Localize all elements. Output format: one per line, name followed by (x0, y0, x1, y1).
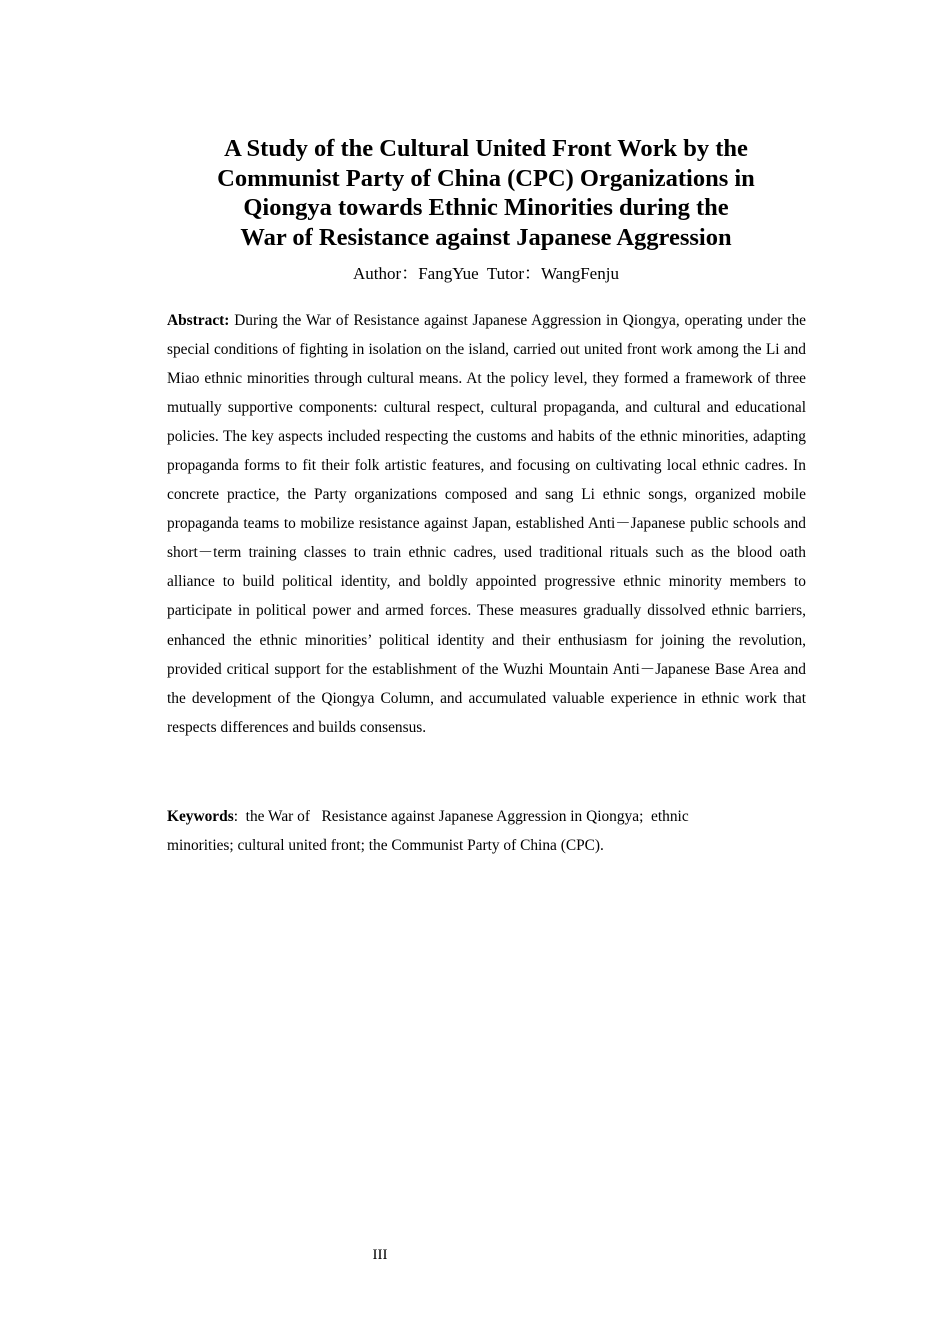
title-line-1: A Study of the Cultural United Front Work by the (224, 135, 748, 162)
paper-title (160, 134, 812, 252)
keywords-line-1 (167, 802, 806, 831)
title-line-3: Qiongya towards Ethnic Minorities during the (243, 194, 729, 221)
abstract-label: Abstract: (167, 312, 230, 329)
keywords-paragraph (167, 802, 806, 860)
keywords-line-2: minorities; cultural united front; the Communist Party of China (CPC). (167, 837, 604, 854)
author-tutor-line: Author：FangYue Tutor：WangFenju (353, 264, 619, 283)
page-number: III (372, 1247, 388, 1263)
keywords-text-1: : the War of Resistance against Japanese Aggression in Qiongya; ethnic (233, 808, 689, 825)
abstract-paragraph (167, 306, 806, 742)
title-line-2: Communist Party of China (CPC) Organizations in (217, 164, 755, 192)
abstract-text: During the War of Resistance against Japanese Aggression in Qiongya, operating under the special conditions of fighting in isolation on the island, carried out united front work among the Li and Miao ethnic minorities through cultural means. At the policy level, they formed a framework of three mutually supportive components: cultural respect, cultural propaganda, and cultural and educational policies. The key aspects included respecting the customs and habits of the ethnic minorities, adapting propaganda forms to fit their folk artistic features, and focusing on cultivating local ethnic cadres. In concrete practice, the Party organizations composed and sang Li ethnic songs, organized mobile propaganda teams to mobilize resistance against Japan, established Anti－Japanese public schools and short－term training classes to train ethnic cadres, used traditional rituals such as the blood oath alliance to build political identity, and boldly appointed progressive ethnic minority members to participate in political power and armed forces. These measures gradually dissolved ethnic barriers, enhanced the ethnic minorities’ political identity and their enthusiasm for joining the revolution, provided critical support for the establishment of the Wuzhi Mountain Anti－Japanese Base Area and the development of the Qiongya Column, and accumulated valuable experience in ethnic work that respects differences and builds consensus. (167, 312, 806, 736)
keywords-label: Keywords (167, 808, 234, 825)
title-line-4: War of Resistance against Japanese Aggression (240, 223, 732, 251)
